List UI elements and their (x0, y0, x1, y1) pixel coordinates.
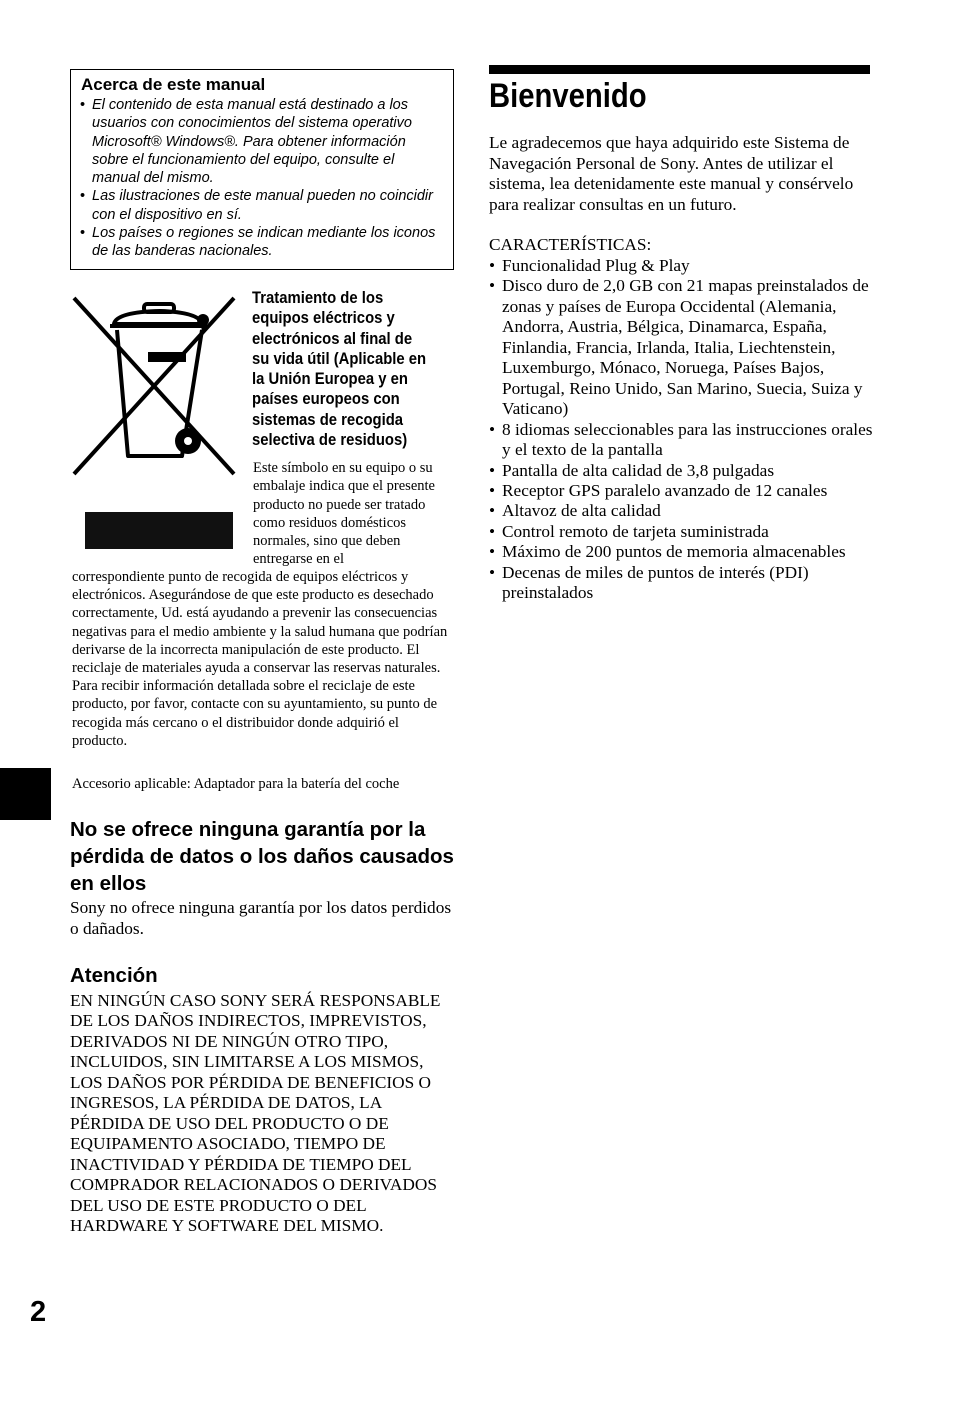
section-tab-marker (0, 768, 51, 820)
warranty-heading: No se ofrece ninguna garantía por la pérdida de datos o los daños causados en ellos (70, 818, 454, 895)
warranty-body: Sony no ofrece ninguna garantía por los datos perdidos o dañados. (70, 898, 452, 938)
page-title: Bienvenido (489, 77, 647, 115)
list-item: • El contenido de esta manual está destinado a los usuarios con conocimientos del sistema operativo Microsoft® Windows®. Para obtener información sobre el funcionamiento del equipo, consulte el manual del mismo. (81, 96, 443, 187)
about-manual-title: Acerca de este manual (81, 75, 266, 94)
list-item: • Funcionalidad Plug & Play (489, 256, 874, 276)
list-item: • Máximo de 200 puntos de memoria almacenables (489, 542, 874, 562)
weee-title: Tratamiento de los equipos eléctricos y electrónicos al final de su vida útil (Aplicable en la Unión Europea y en países europeos con sistemas de recogida selectiva de residuos) (252, 289, 427, 450)
list-item: • Pantalla de alta calidad de 3,8 pulgadas (489, 461, 874, 481)
list-item: • Receptor GPS paralelo avanzado de 12 canales (489, 481, 874, 501)
about-manual-box (70, 69, 454, 270)
attention-heading: Atención (70, 964, 158, 987)
list-item: • Los países o regiones se indican mediante los iconos de las banderas nacionales. (81, 224, 443, 261)
list-item: • Altavoz de alta calidad (489, 501, 874, 521)
list-item: • Decenas de miles de puntos de interés (PDI) preinstalados (489, 563, 874, 604)
list-item: • Las ilustraciones de este manual pueden no coincidir con el dispositivo en sí. (81, 187, 443, 224)
welcome-intro: Le agradecemos que haya adquirido este Sistema de Navegación Personal de Sony. Antes de utilizar el sistema, lea detenidamente este manual y consérvelo para realizar consultas en un futuro. (489, 133, 854, 214)
weee-black-bar (85, 512, 233, 549)
list-item: • Control remoto de tarjeta suministrada (489, 522, 874, 542)
accessory-note: Accesorio aplicable: Adaptador para la batería del coche (72, 776, 400, 792)
weee-body-bottom: correspondiente punto de recogida de equipos eléctricos y electrónicos. Asegurándose de que este producto es desechado correctamente, Ud. está ayudando a prevenir las consecuencias negativas para el medio ambiente y la salud humana que podrían derivarse de la incorrecta manipulación de este producto. El reciclaje de materiales ayuda a conservar las reservas naturales. Para recibir información detallada sobre el reciclaje de este producto, por favor, contacte con su ayuntamiento, su punto de recogida más cercano o el distribuidor donde adquirió el producto. (72, 569, 448, 749)
attention-body: EN NINGÚN CASO SONY SERÁ RESPONSABLE DE LOS DAÑOS INDIRECTOS, IMPREVISTOS, DERIVADOS NI DE NINGÚN OTRO TIPO, INCLUIDOS, SIN LIMITARSE A LOS MISMOS, LOS DAÑOS POR PÉRDIDA DE BENEFICIOS O INGRESOS, LA PÉRDIDA DE DATOS, LA PÉRDIDA DE USO DEL PRODUCTO O DE EQUIPAMENTO ASOCIADO, TIEMPO DE INACTIVIDAD Y PÉRDIDA DE TIEMPO DEL COMPRADOR RELACIONADOS O DERIVADOS DEL USO DE ESTE PRODUCTO O DEL HARDWARE Y SOFTWARE DEL MISMO. (70, 991, 441, 1235)
crossed-out-wheeled-bin-icon (70, 290, 238, 480)
weee-body-top: Este símbolo en su equipo o su embalaje indica que el presente producto no puede ser tratado como residuos domésticos normales, sino que deben entregarse en el (253, 460, 435, 568)
title-rule (489, 65, 870, 74)
list-item: • Disco duro de 2,0 GB con 21 mapas preinstalados de zonas y países de Europa Occidental (Alemania, Andorra, Austria, Bélgica, Dinamarca, España, Finlandia, Francia, Irlanda, Italia, Liechtenstein, Luxemburgo, Mónaco, Noruega, Países Bajos, Portugal, Reino Unido, San Marino, Suecia, Suiza y Vaticano) (489, 276, 874, 419)
about-manual-list (81, 96, 443, 261)
features-list (489, 256, 874, 604)
features-heading: CARACTERÍSTICAS: (489, 235, 652, 254)
list-item: • 8 idiomas seleccionables para las instrucciones orales y el texto de la pantalla (489, 420, 874, 461)
page-number: 2 (30, 1296, 47, 1328)
